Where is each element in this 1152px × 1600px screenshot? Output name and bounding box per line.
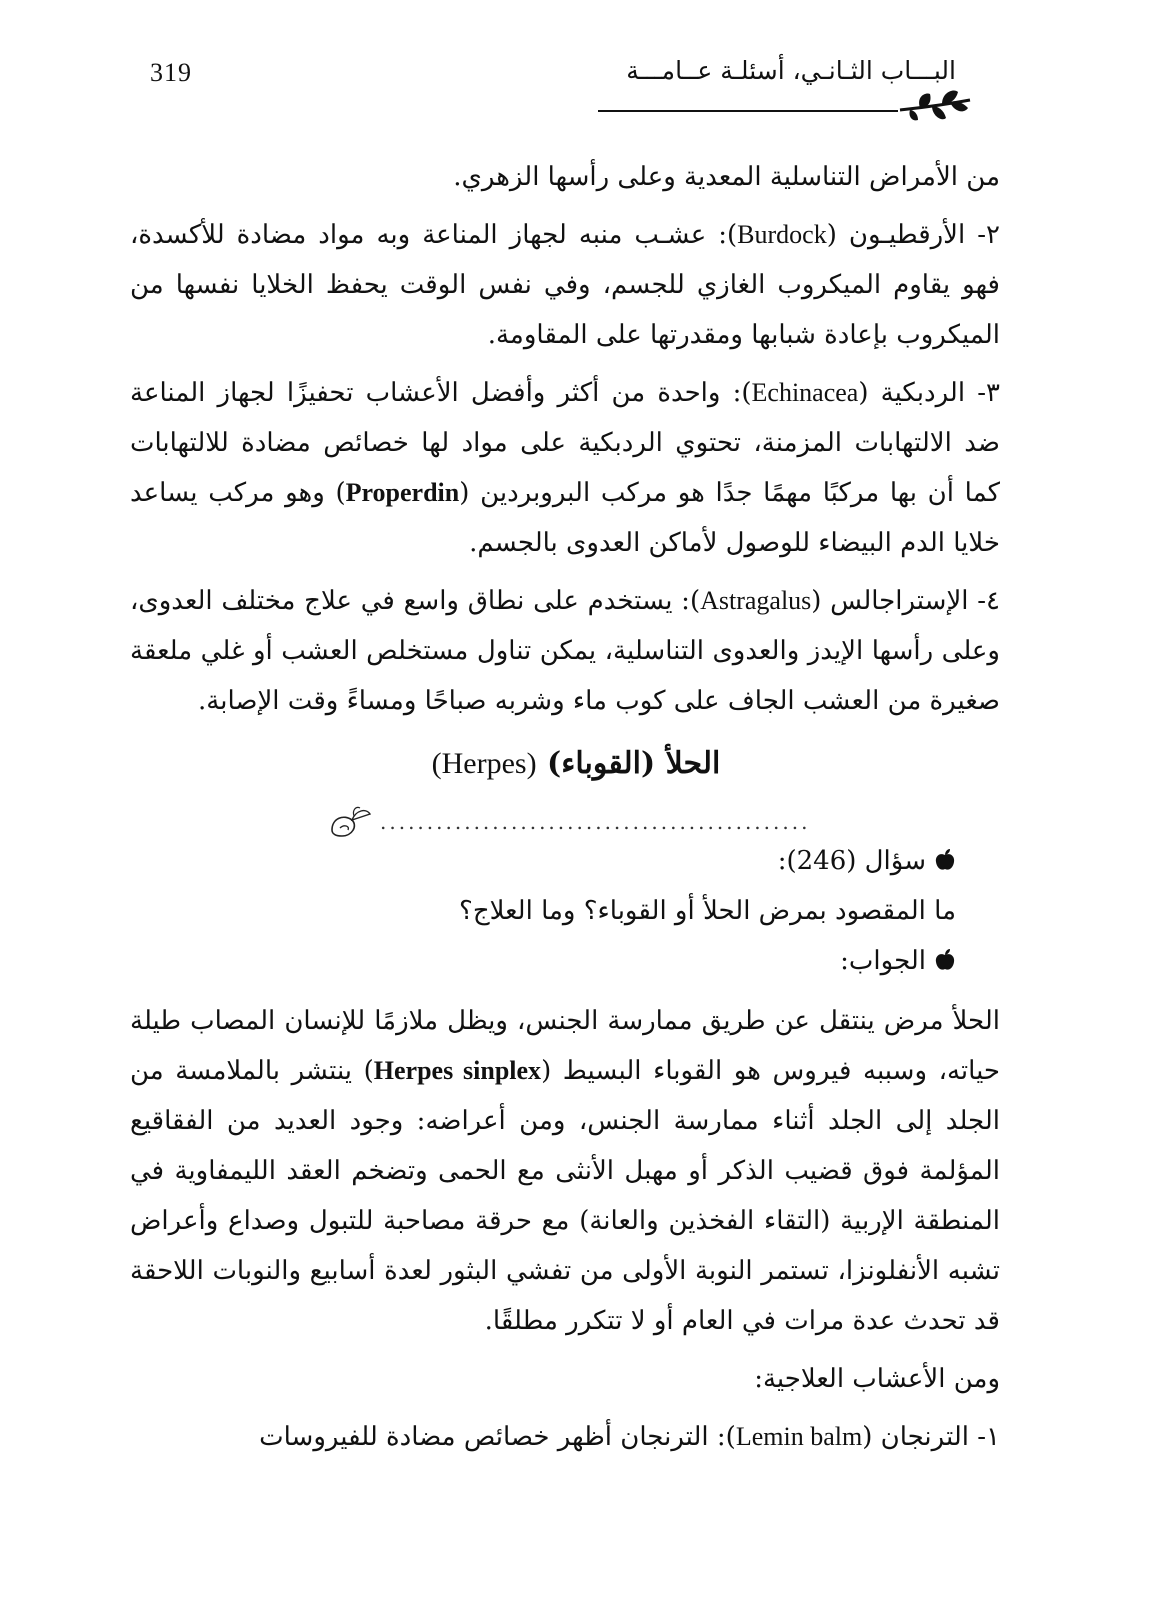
paragraph-echinacea [130, 368, 1000, 568]
question-text: ما المقصود بمرض الحلأ أو القوباء؟ وما العلاج؟ [459, 896, 956, 926]
paragraph-middle: ): واحدة من أكثر وأفضل الأعشاب تحفيزًا لجهاز المناعة ضد الالتهابات المزمنة، تحتوي الردبكية على مواد لها خصائص مضادة للالتهابات كما أن بها مركبًا مهمًا جدًا هو مركب البروبردين ( [130, 378, 1000, 508]
answer-paragraphs [130, 996, 1000, 1470]
question-label: سؤال (246): [777, 846, 926, 876]
paragraph-astragalus [130, 576, 1000, 726]
paragraph-suffix: ): عشـب منبه لجهاز المناعة وبه مواد مضادة للأكسدة، فهو يقاوم الميكروب الغازي للجسم، وفي نفس الوقت يحفظ الخلايا نفسها من الميكروب بإعادة شبابها ومقدرتها على المقاومة. [130, 220, 1000, 350]
paragraph-prefix: ٢- الأرقطيـون ( [826, 220, 1001, 250]
paragraph-prefix: الحلأ مرض ينتقل عن طريق ممارسة الجنس، ويظل ملازمًا للإنسان المصاب طيلة حياته، وسببه فيروس هو القوباء البسيط ( [130, 1006, 1000, 1086]
paragraph-text: ومن الأعشاب العلاجية: [754, 1364, 1000, 1394]
section-title-arabic: الحلأ (القوباء) [547, 746, 721, 781]
paragraph-text: من الأمراض التناسلية المعدية وعلى رأسها الزهري. [453, 162, 1000, 192]
paragraph-prefix: ١- الترنجان ( [862, 1422, 1000, 1452]
latin-term: Lemin balm [735, 1422, 863, 1451]
paragraph-burdock [130, 210, 1000, 360]
paragraph-lemon-balm [130, 1412, 1000, 1462]
latin-term: Burdock [737, 220, 827, 249]
latin-term-bold: Properdin [345, 478, 460, 507]
paragraph-suffix: ) وهو مركب يساعد خلايا الدم البيضاء للوصول لأماكن العدوى بالجسم. [130, 478, 1000, 558]
page-number: 319 [150, 58, 192, 87]
running-header-title: البـــاب الثـانـي، أسئلـة عــامـــة [626, 56, 956, 85]
top-paragraphs [130, 152, 1000, 734]
leaf-branch-ornament-icon [898, 86, 974, 130]
paragraph-herpes [130, 996, 1000, 1346]
paragraph-suffix: ): الترنجان أظهر خصائص مضادة للفيروسات [259, 1422, 736, 1452]
paragraph-suffix: ) ينتشر بالملامسة من الجلد إلى الجلد أثناء ممارسة الجنس، ومن أعراضه: وجود العديد من الفقاقيع المؤلمة فوق قضيب الذكر أو مهبل الأنثى مع الحمى وتضخم العقد الليمفاوية في المنطقة الإربية (التقاء الفخذين والعانة) مع حرقة مصاحبة للتبول وصداع وأعراض تشبه الأنفلونزا، تستمر النوبة الأولى من تفشي البثور لعدة أسابيع والنوبات اللاحقة قد تحدث عدة مرات في العام أو لا تتكرر مطلقًا. [130, 1056, 1000, 1336]
paragraph-prefix: ٤- الإستراجالس ( [811, 586, 1000, 616]
answer-label: الجواب: [840, 946, 926, 976]
paragraph-prefix: ٣- الردبكية ( [858, 378, 1000, 408]
latin-term: Astragalus [700, 586, 812, 615]
dotted-rule: .............................................. [380, 810, 811, 834]
latin-term: Echinacea [751, 378, 859, 407]
paragraph-continued [130, 152, 1000, 202]
paragraph-suffix: ): يستخدم على نطاق واسع في علاج مختلف العدوى، وعلى رأسها الإيدز والعدوى التناسلية، يمكن تناول مستخلص العشب أو غلي ملعقة صغيرة من العشب الجاف على كوب ماء وشربه صباحًا ومساءً وقت الإصابة. [130, 586, 1000, 716]
paragraph-herbs-intro [130, 1354, 1000, 1404]
apple-bullet-icon [934, 948, 956, 972]
latin-term-bold: Herpes sinplex [373, 1056, 542, 1085]
leaf-swirl-ornament-icon [326, 804, 374, 848]
header-rule [598, 110, 898, 112]
apple-bullet-icon [934, 848, 956, 872]
question-label-line [778, 846, 956, 876]
answer-label-line [840, 946, 956, 976]
section-title-latin: (Herpes) [431, 747, 537, 780]
section-title [0, 746, 1152, 781]
section-divider [326, 804, 811, 844]
